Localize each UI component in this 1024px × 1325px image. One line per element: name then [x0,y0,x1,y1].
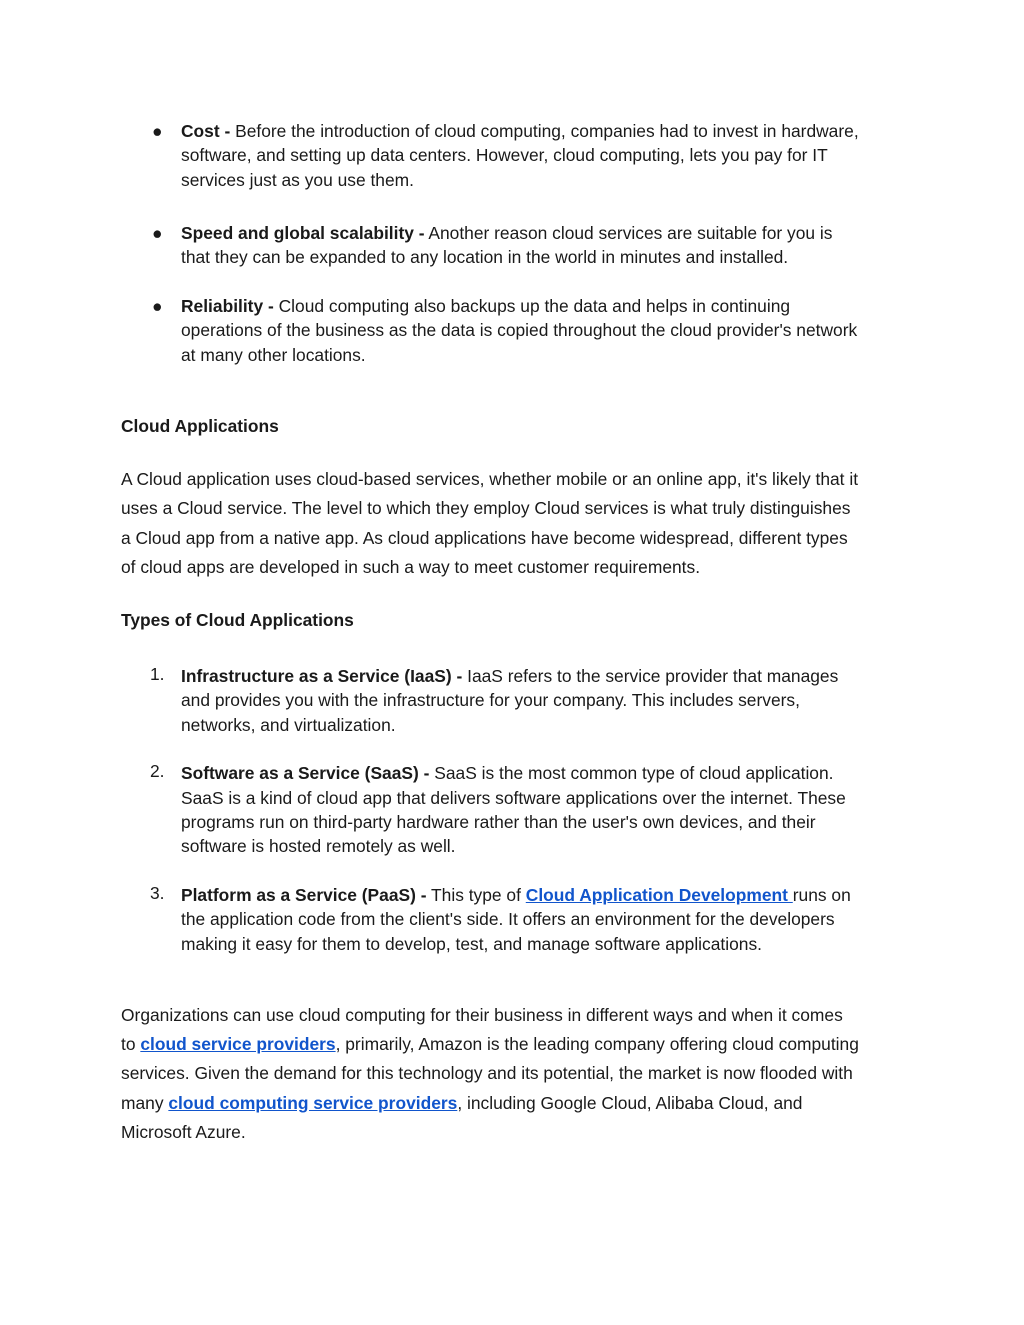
paragraph-line [121,1093,802,1114]
bullet-line: at many other locations. [181,345,366,365]
item-text: IaaS refers to the service provider that manages [462,666,839,686]
bullet-title: Speed and global scalability - [181,223,425,243]
bullet-line: operations of the business as the data is copied throughout the cloud provider's network [181,320,858,340]
item-line [181,883,851,908]
bullet-marker: ● [152,121,163,141]
section-heading-types: Types of Cloud Applications [121,610,354,630]
item-line: and provides you with the infrastructure for your company. This includes servers, [181,690,800,710]
paragraph-line: Microsoft Azure. [121,1122,246,1142]
bullet-line: software, and setting up data centers. However, cloud computing, lets you pay for IT [181,145,828,165]
item-text: runs on [792,885,851,905]
cloud-service-providers-link[interactable]: cloud service providers [140,1034,336,1054]
item-text: This type of [426,885,526,905]
paragraph-line [121,1034,859,1055]
bullet-line: that they can be expanded to any location in the world in minutes and installed. [181,247,789,267]
paragraph-text: many [121,1093,169,1113]
bullet-title: Reliability - [181,296,274,316]
item-number: 2. [150,761,165,781]
section-heading-cloud-applications: Cloud Applications [121,416,279,436]
bullet-line [181,294,790,319]
paragraph-line: Organizations can use cloud computing for their business in different ways and when it comes [121,1005,843,1025]
bullet-line [181,119,859,144]
paragraph-line: a Cloud app from a native app. As cloud applications have become widespread, different types [121,528,848,548]
item-line [181,761,833,786]
paragraph-text: , primarily, Amazon is the leading company offering cloud computing [335,1034,859,1054]
item-title: Platform as a Service (PaaS) - [181,885,427,905]
paragraph-text: , including Google Cloud, Alibaba Cloud, and [457,1093,803,1113]
item-text: SaaS is the most common type of cloud application. [429,763,834,783]
item-line: software is hosted remotely as well. [181,836,456,856]
bullet-title: Cost - [181,121,231,141]
bullet-text: Another reason cloud services are suitable for you is [424,223,833,243]
item-title: Infrastructure as a Service (IaaS) - [181,666,463,686]
item-line: making it easy for them to develop, test, and manage software applications. [181,934,762,954]
item-title: Software as a Service (SaaS) - [181,763,430,783]
paragraph-line: of cloud apps are developed in such a way to meet customer requirements. [121,557,701,577]
bullet-line: services just as you use them. [181,170,414,190]
bullet-line [181,221,832,246]
item-line: programs run on third-party hardware rather than the user's own devices, and their [181,812,816,832]
cloud-application-development-link[interactable]: Cloud Application Development [525,885,793,905]
bullet-text: Before the introduction of cloud computing, companies had to invest in hardware, [230,121,859,141]
paragraph-line: uses a Cloud service. The level to which they employ Cloud services is what truly distinguishes [121,498,851,518]
item-line: SaaS is a kind of cloud app that delivers software applications over the internet. These [181,788,846,808]
paragraph-line: A Cloud application uses cloud-based services, whether mobile or an online app, it's likely that it [121,469,859,489]
bullet-marker: ● [152,296,163,316]
bullet-text: Cloud computing also backups up the data and helps in continuing [273,296,791,316]
item-line [181,664,838,689]
bullet-marker: ● [152,223,163,243]
item-number: 3. [150,883,165,903]
item-line: networks, and virtualization. [181,715,396,735]
cloud-computing-service-providers-link[interactable]: cloud computing service providers [168,1093,458,1113]
paragraph-line: services. Given the demand for this technology and its potential, the market is now flooded with [121,1063,853,1083]
item-number: 1. [150,664,165,684]
item-line: the application code from the client's side. It offers an environment for the developers [181,909,835,929]
paragraph-text: to [121,1034,141,1054]
